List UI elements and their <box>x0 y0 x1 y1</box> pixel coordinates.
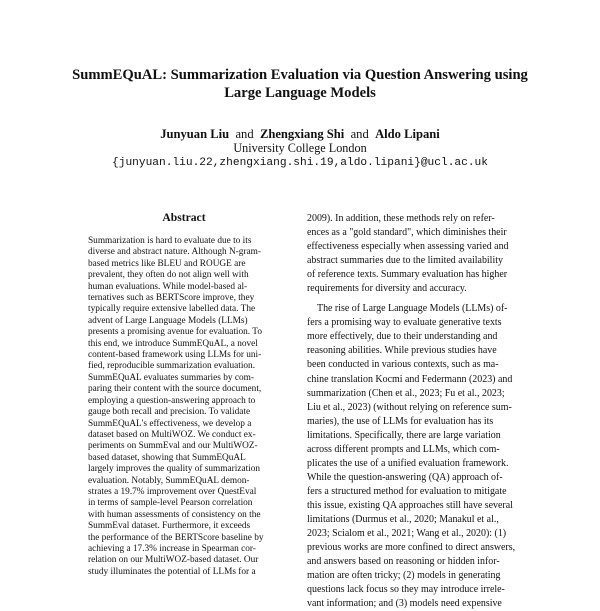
body-line: been conducted in various contexts, such as ma- <box>307 359 499 371</box>
abstract-line: human evaluations. While model-based al- <box>88 281 248 292</box>
body-column <box>307 212 537 611</box>
body-line: The rise of Large Language Models (LLMs) of- <box>317 303 508 315</box>
abstract-text <box>88 236 280 578</box>
paper-title <box>60 66 540 102</box>
body-line: abstract summaries due to the limited availability <box>307 255 503 267</box>
abstract-line: relation on our MultiWOZ-based dataset. Our <box>88 555 259 566</box>
body-line: reasoning abilities. While previous studies have <box>307 345 497 357</box>
body-line: questions lack focus so they may introduce irrele- <box>307 584 505 596</box>
abstract-line: SummEval dataset. Furthermore, it exceeds <box>88 521 251 532</box>
abstract-line: strates a 19.7% improvement over QuestEval <box>88 486 257 497</box>
body-line: maries), the use of LLMs for evaluation has its <box>307 415 494 427</box>
abstract-line: prevalent, they often do not align well with <box>88 270 249 281</box>
abstract-line: paring their content with the source document, <box>88 384 262 395</box>
title-line: Large Language Models <box>224 85 376 101</box>
abstract-line: periments on SummEval and our MultiWOZ- <box>88 441 258 452</box>
body-line: more effectively, due to their understanding and <box>307 331 498 343</box>
body-line: vant information; and (3) models need expensive <box>307 598 502 610</box>
body-line: and answers based on reasoning or hidden infor- <box>307 556 500 568</box>
abstract-line: dataset based on MultiWOZ. We conduct ex- <box>88 429 256 440</box>
body-line: this issue, existing QA approaches still have several <box>307 499 513 511</box>
body-line: of reference texts. Summary evaluation has higher <box>307 269 508 281</box>
author-name: Aldo Lipani <box>375 127 440 141</box>
body-line: 2009). In addition, these methods rely on refer- <box>307 213 495 224</box>
author-emails: {junyuan.liu.22,zhengxiang.shi.19,aldo.lipani}@ucl.ac.uk <box>112 157 488 169</box>
abstract-line: gauge both recall and precision. To validate <box>88 407 251 418</box>
abstract-line: SummEQuAL's effectiveness, we develop a <box>88 418 252 429</box>
abstract-line: SummEQuAL evaluates summaries by com- <box>88 372 254 383</box>
body-line: previous works are more confined to direct answers, <box>307 542 516 554</box>
abstract-line: content-based framework using LLMs for uni- <box>88 350 262 361</box>
body-line: limitations. Specifically, there are large variation <box>307 429 501 441</box>
abstract-line: the performance of the BERTScore baseline by <box>88 532 264 543</box>
abstract-line: evaluation. Notably, SummEQuAL demon- <box>88 475 250 486</box>
author-list <box>60 127 540 142</box>
body-line: fers a promising way to evaluate generative texts <box>307 317 502 329</box>
body-line: mation are often tricky; (2) models in generating <box>307 570 501 582</box>
abstract-line: fied, reproducible summarization evaluation. <box>88 361 256 372</box>
abstract-line: diverse and abstract nature. Although N-gram- <box>88 247 261 258</box>
abstract-line: ternatives such as BERTScore improve, they <box>88 293 255 304</box>
abstract-line: advent of Large Language Models (LLMs) <box>88 315 248 326</box>
body-line: plicates the use of a unified evaluation framework. <box>307 457 509 469</box>
abstract-heading: Abstract <box>162 211 206 224</box>
author-name: Zhengxiang Shi <box>259 127 345 141</box>
body-line: requirements for diversity and accuracy. <box>307 283 467 295</box>
body-line: ences as a "gold standard", which diminishes their <box>307 227 507 239</box>
abstract-line: in terms of sample-level Pearson correlation <box>88 498 253 509</box>
body-line: summarization (Chen et al., 2023; Fu et al., 2023; <box>307 387 505 399</box>
body-line: While the question-answering (QA) approach of- <box>307 471 503 483</box>
body-line: across different prompts and LLMs, which com- <box>307 443 500 455</box>
author-name: Junyuan Liu <box>160 127 230 141</box>
abstract-line: presents a promising avenue for evaluation. To <box>88 327 262 338</box>
author-separator: and <box>350 127 369 141</box>
abstract-line: Summarization is hard to evaluate due to its <box>88 236 252 246</box>
abstract-line: typically require extensive labelled data. The <box>88 304 256 315</box>
body-line: limitations (Durmus et al., 2020; Manakul et al., <box>307 513 499 525</box>
abstract-line: employing a question-answering approach to <box>88 395 256 406</box>
body-line: chine translation Kocmi and Federmann (2023) and <box>307 373 513 385</box>
abstract-line: with human assessments of consistency on the <box>88 509 261 520</box>
abstract-line: largely improves the quality of summarization <box>88 464 261 475</box>
title-line: SummEQuAL: Summarization Evaluation via Question Answering using <box>72 67 528 83</box>
author-separator: and <box>235 127 254 141</box>
abstract-line: study illuminates the potential of LLMs for a <box>88 566 256 577</box>
affiliation: University College London <box>233 141 367 155</box>
abstract-line: this end, we introduce SummEQuAL, a novel <box>88 338 258 349</box>
body-line: fers a structured method for evaluation to mitigate <box>307 485 507 497</box>
abstract-line: based dataset, showing that SummEQuAL <box>88 452 246 463</box>
body-line: Liu et al., 2023) (without relying on reference sum- <box>307 401 512 413</box>
body-line: effectiveness especially when assessing varied and <box>307 241 509 253</box>
abstract-line: achieving a 17.3% increase in Spearman cor- <box>88 543 256 554</box>
abstract-line: based metrics like BLEU and ROUGE are <box>88 258 246 269</box>
body-line: 2023; Scialom et al., 2021; Wang et al., 2020): (1) <box>307 528 507 540</box>
